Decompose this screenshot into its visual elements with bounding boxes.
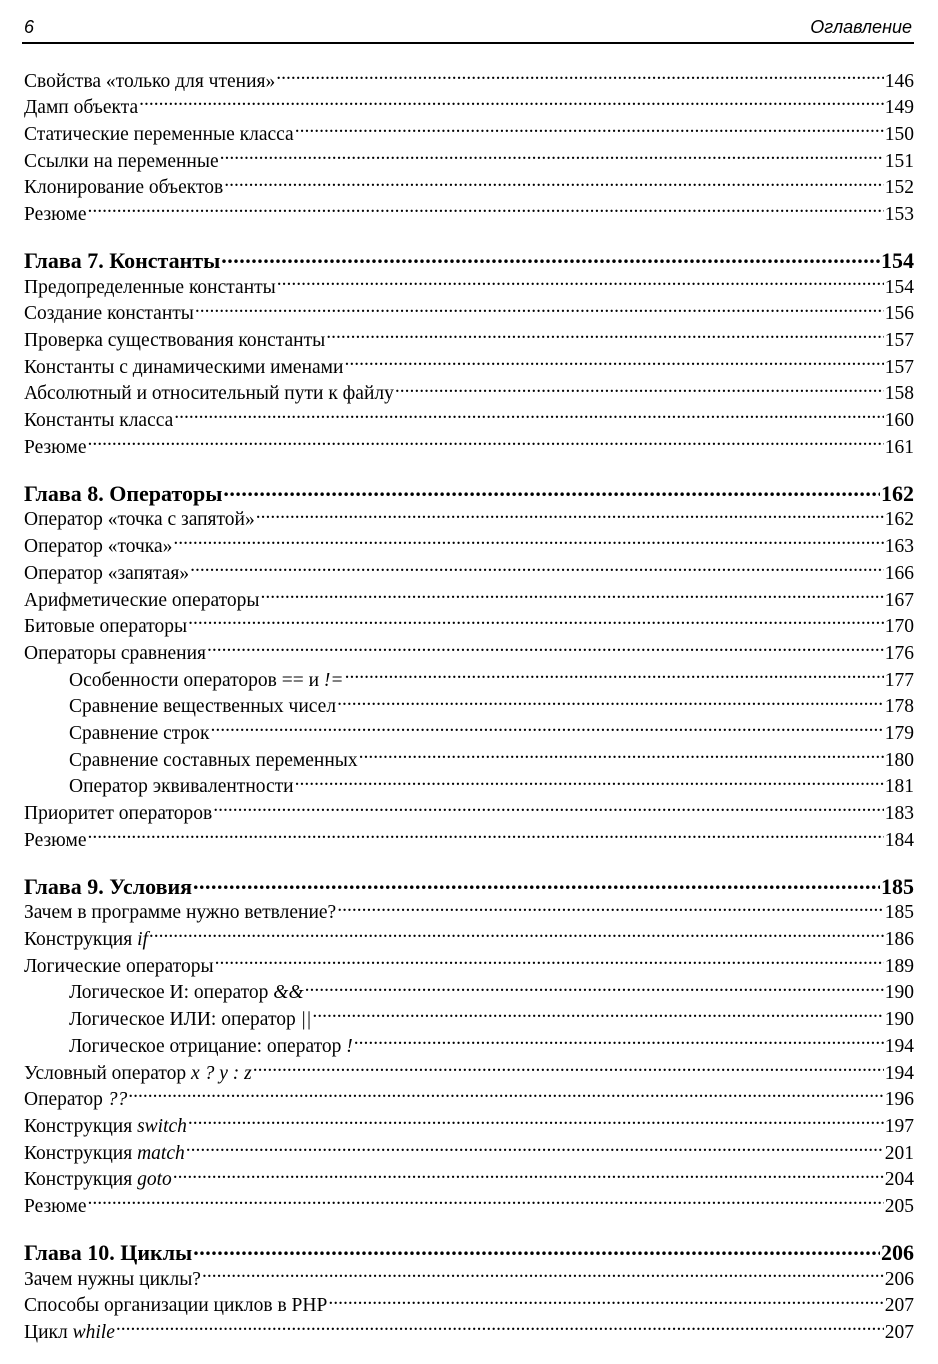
dot-leader xyxy=(173,533,883,553)
toc-entry-code: ! xyxy=(346,1035,353,1057)
dot-leader xyxy=(354,1032,884,1052)
toc-page-number: 154 xyxy=(884,276,914,298)
dot-leader xyxy=(128,1086,884,1106)
toc-entry-title: Создание константы xyxy=(24,303,194,325)
toc-section-entry[interactable] xyxy=(24,147,914,174)
toc-entry-code: && xyxy=(273,982,304,1004)
toc-entry-code: != xyxy=(323,669,344,691)
toc-entry-title: Резюме xyxy=(24,1195,87,1217)
toc-entry-title: Конструкция if xyxy=(24,929,148,951)
toc-subsection-entry[interactable] xyxy=(24,666,914,693)
dot-leader xyxy=(223,479,880,501)
dot-leader xyxy=(213,800,884,820)
dot-leader xyxy=(116,1319,884,1339)
toc-entry-code: match xyxy=(137,1142,185,1164)
toc-section-entry[interactable] xyxy=(24,800,914,827)
toc-page-number: 161 xyxy=(884,436,914,458)
toc-entry-title: Глава 9. Условия xyxy=(24,873,193,899)
toc-page-number: 160 xyxy=(884,410,914,432)
toc-entry-code: ?? xyxy=(107,1089,128,1111)
toc-entry-title: Логические операторы xyxy=(24,955,214,977)
toc-entry-title: Сравнение вещественных чисел xyxy=(69,696,337,718)
dot-leader xyxy=(193,872,880,894)
dot-leader xyxy=(193,1238,880,1260)
toc-section-entry[interactable] xyxy=(24,273,914,300)
toc-entry-title: Константы с динамическими именами xyxy=(24,356,344,378)
toc-page-number: 146 xyxy=(884,70,914,92)
dot-leader xyxy=(174,407,883,427)
toc-entry-code: || xyxy=(300,1009,312,1031)
dot-leader xyxy=(173,1166,884,1186)
dot-leader xyxy=(328,1292,883,1312)
toc-entry-title: Резюме xyxy=(24,203,87,225)
toc-entry-title: Битовые операторы xyxy=(24,616,188,638)
toc-section-entry[interactable] xyxy=(24,533,914,560)
toc-entry-title: Цикл while xyxy=(24,1322,115,1343)
toc-chapter-entry[interactable] xyxy=(24,1238,914,1265)
toc-page-number: 176 xyxy=(884,642,914,664)
toc-subsection-entry[interactable] xyxy=(24,1006,914,1033)
toc-page-number: 170 xyxy=(884,616,914,638)
toc-section-entry[interactable] xyxy=(24,327,914,354)
toc-entry-code: while xyxy=(72,1322,115,1343)
toc-page-number: 186 xyxy=(884,929,914,951)
dot-leader xyxy=(195,300,884,320)
toc-page-number: 178 xyxy=(884,696,914,718)
toc-entry-title: Константы класса xyxy=(24,410,174,432)
toc-entry-title: Ссылки на переменные xyxy=(24,150,219,172)
toc-subsection-entry[interactable] xyxy=(24,773,914,800)
toc-entry-title: Проверка существования константы xyxy=(24,330,326,351)
dot-leader xyxy=(211,719,884,739)
toc-entry-title: Глава 7. Константы xyxy=(24,248,221,274)
toc-page-number: 197 xyxy=(884,1115,914,1137)
dot-leader xyxy=(344,353,883,373)
dot-leader xyxy=(88,826,884,846)
toc-section-entry[interactable] xyxy=(24,826,914,853)
toc-page-number: 206 xyxy=(881,1240,914,1266)
toc-page-number: 206 xyxy=(884,1268,914,1290)
page-number: 6 xyxy=(24,17,35,37)
toc-entry-title: Конструкция match xyxy=(24,1142,185,1164)
toc-page-number: 177 xyxy=(884,669,914,691)
toc-section-entry[interactable] xyxy=(24,353,914,380)
toc-section-entry[interactable] xyxy=(24,506,914,533)
dot-leader xyxy=(305,979,884,999)
toc-page-number: 167 xyxy=(884,589,914,611)
toc-page-number: 154 xyxy=(881,248,914,274)
toc-page-number: 201 xyxy=(884,1142,914,1164)
toc-entry-title: Оператор ?? xyxy=(24,1089,128,1111)
toc-section-entry[interactable] xyxy=(24,1139,914,1166)
dot-leader xyxy=(88,200,884,220)
toc-page-number: 190 xyxy=(884,1009,914,1031)
dot-leader xyxy=(190,559,884,579)
toc-entry-title: Абсолютный и относительный пути к файлу xyxy=(24,383,394,405)
toc-entry-code: goto xyxy=(137,1169,172,1191)
toc-page-number: 162 xyxy=(881,480,914,506)
toc-page-number: 162 xyxy=(884,509,914,531)
dot-leader xyxy=(253,1059,884,1079)
toc-entry-title: Глава 8. Операторы xyxy=(24,480,223,506)
toc-section-entry[interactable] xyxy=(24,639,914,666)
dot-leader xyxy=(261,586,884,606)
toc-section-entry[interactable] xyxy=(24,1265,914,1292)
dot-leader xyxy=(312,1006,883,1026)
dot-leader xyxy=(188,1112,884,1132)
toc-section-entry[interactable] xyxy=(24,1059,914,1086)
toc-section-entry[interactable] xyxy=(24,1192,914,1219)
toc-section-entry[interactable] xyxy=(24,67,914,94)
toc-entry-title: Зачем нужны циклы? xyxy=(24,1268,201,1290)
toc-subsection-entry[interactable] xyxy=(24,746,914,773)
dot-leader xyxy=(345,666,884,686)
toc-section-entry[interactable] xyxy=(24,94,914,121)
page-header xyxy=(22,14,914,44)
toc-entry-title: Сравнение строк xyxy=(69,722,210,744)
toc-entry-code: x ? y : z xyxy=(191,1062,252,1084)
dot-leader xyxy=(88,433,884,453)
toc-section-entry[interactable] xyxy=(24,120,914,147)
dot-leader xyxy=(88,1192,884,1212)
toc-section-entry[interactable] xyxy=(24,433,914,460)
toc-section-entry[interactable] xyxy=(24,952,914,979)
toc-entry-title: Логическое ИЛИ: оператор || xyxy=(69,1009,312,1031)
toc-section-entry[interactable] xyxy=(24,1319,914,1346)
toc-entry-title: Логическое отрицание: оператор ! xyxy=(69,1035,353,1057)
toc-section-entry[interactable] xyxy=(24,559,914,586)
toc-section-entry[interactable] xyxy=(24,200,914,227)
toc-page-number: 184 xyxy=(884,829,914,851)
toc-page-number: 150 xyxy=(884,123,914,145)
toc-chapter-entry[interactable] xyxy=(24,872,914,899)
toc-page-number: 153 xyxy=(884,203,914,225)
toc-page-number: 194 xyxy=(884,1035,914,1057)
toc-entry-title: Свойства «только для чтения» xyxy=(24,70,276,92)
toc-entry-title: Статические переменные класса xyxy=(24,123,294,145)
toc-entry-title: Резюме xyxy=(24,436,87,458)
toc-page-number: 189 xyxy=(884,955,914,977)
toc-page-number: 207 xyxy=(884,1295,914,1317)
toc-section-entry[interactable] xyxy=(24,586,914,613)
dot-leader xyxy=(359,746,884,766)
toc-section-entry[interactable] xyxy=(24,1166,914,1193)
toc-page-number: 156 xyxy=(884,303,914,325)
running-title: Оглавление xyxy=(810,17,912,37)
toc-section-entry[interactable] xyxy=(24,380,914,407)
toc-page-number: 180 xyxy=(884,749,914,771)
toc-page-number: 196 xyxy=(884,1089,914,1111)
toc-entry-title: Операторы сравнения xyxy=(24,642,207,664)
dot-leader xyxy=(276,67,884,87)
toc-section-entry[interactable] xyxy=(24,1112,914,1139)
toc-entry-title: Арифметические операторы xyxy=(24,589,260,611)
toc-chapter-entry[interactable] xyxy=(24,246,914,273)
dot-leader xyxy=(256,506,884,526)
toc-section-entry[interactable] xyxy=(24,300,914,327)
toc-entry-title: Дамп объекта xyxy=(24,97,139,119)
toc-page-number: 207 xyxy=(884,1322,914,1343)
toc-entry-title: Оператор эквивалентности xyxy=(69,776,294,798)
toc-page-number: 204 xyxy=(884,1169,914,1191)
toc-section-entry[interactable] xyxy=(24,407,914,434)
toc-subsection-entry[interactable] xyxy=(24,719,914,746)
toc-page-number: 158 xyxy=(884,383,914,405)
toc-page-number: 190 xyxy=(884,982,914,1004)
dot-leader xyxy=(188,613,884,633)
dot-leader xyxy=(337,693,884,713)
dot-leader xyxy=(295,120,884,140)
toc-entry-title: Конструкция goto xyxy=(24,1169,172,1191)
dot-leader xyxy=(149,926,884,946)
toc-entry-title: Резюме xyxy=(24,829,87,851)
toc-chapter-entry[interactable] xyxy=(24,479,914,506)
dot-leader xyxy=(139,94,884,114)
toc-entry-title: Способы организации циклов в PHP xyxy=(24,1295,328,1317)
dot-leader xyxy=(337,899,884,919)
toc-entry-code: if xyxy=(137,929,148,951)
toc-page-number: 205 xyxy=(884,1195,914,1217)
toc-entry-title: Условный оператор x ? y : z xyxy=(24,1062,252,1084)
toc-subsection-entry[interactable] xyxy=(24,1032,914,1059)
toc-section-entry[interactable] xyxy=(24,1086,914,1113)
toc-entry-title: Сравнение составных переменных xyxy=(69,749,358,771)
toc-section-entry[interactable] xyxy=(24,926,914,953)
table-of-contents xyxy=(24,67,914,1345)
toc-page-number: 194 xyxy=(884,1062,914,1084)
toc-page-number: 163 xyxy=(884,536,914,558)
toc-page-number: 183 xyxy=(884,803,914,824)
toc-page-number: 157 xyxy=(884,330,914,351)
dot-leader xyxy=(186,1139,884,1159)
toc-subsection-entry[interactable] xyxy=(24,979,914,1006)
toc-entry-title: Приоритет операторов xyxy=(24,803,213,824)
dot-leader xyxy=(221,246,880,268)
toc-page-number: 151 xyxy=(884,150,914,172)
toc-page-number: 185 xyxy=(881,873,914,899)
dot-leader xyxy=(215,952,884,972)
dot-leader xyxy=(295,773,884,793)
dot-leader xyxy=(224,174,884,194)
toc-section-entry[interactable] xyxy=(24,1292,914,1319)
toc-page-number: 185 xyxy=(884,902,914,924)
dot-leader xyxy=(277,273,884,293)
dot-leader xyxy=(326,327,884,347)
toc-entry-title: Оператор «запятая» xyxy=(24,562,190,584)
toc-page-number: 152 xyxy=(884,177,914,199)
toc-entry-title: Оператор «точка» xyxy=(24,536,173,558)
toc-entry-code: switch xyxy=(137,1115,187,1137)
toc-page-number: 157 xyxy=(884,356,914,378)
toc-entry-title: Оператор «точка с запятой» xyxy=(24,509,255,531)
toc-page-number: 149 xyxy=(884,97,914,119)
toc-section-entry[interactable] xyxy=(24,174,914,201)
toc-entry-title: Предопределенные константы xyxy=(24,276,276,298)
toc-section-entry[interactable] xyxy=(24,613,914,640)
dot-leader xyxy=(207,639,884,659)
toc-entry-title: Клонирование объектов xyxy=(24,177,224,199)
dot-leader xyxy=(395,380,884,400)
dot-leader xyxy=(220,147,884,167)
dot-leader xyxy=(202,1265,884,1285)
toc-entry-title: Особенности операторов == и != xyxy=(69,669,344,691)
toc-entry-title: Логическое И: оператор && xyxy=(69,982,304,1004)
toc-page-number: 166 xyxy=(884,562,914,584)
toc-entry-title: Глава 10. Циклы xyxy=(24,1240,193,1266)
toc-entry-title: Конструкция switch xyxy=(24,1115,187,1137)
toc-subsection-entry[interactable] xyxy=(24,693,914,720)
toc-page-number: 181 xyxy=(884,776,914,798)
toc-entry-title: Зачем в программе нужно ветвление? xyxy=(24,902,337,924)
toc-section-entry[interactable] xyxy=(24,899,914,926)
toc-page-number: 179 xyxy=(884,722,914,744)
